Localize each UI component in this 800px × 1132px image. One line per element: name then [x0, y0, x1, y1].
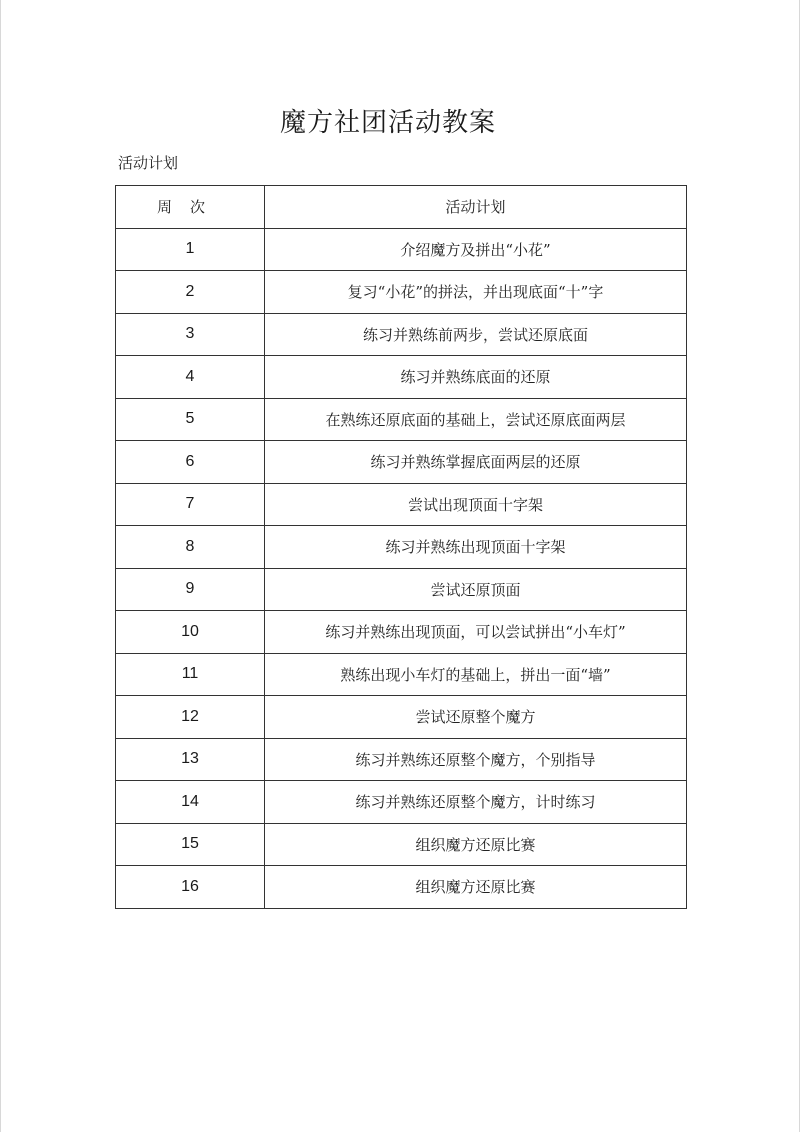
page-title: 魔方社团活动教案 [279, 108, 496, 138]
table-row [116, 781, 687, 824]
week-number-cell: 4 [116, 356, 265, 399]
activity-plan-cell: 复习“小花”的拼法，并出现底面“十”字 [265, 271, 687, 314]
week-number-cell: 8 [116, 526, 265, 569]
week-number-cell: 15 [116, 823, 265, 866]
week-number-cell: 6 [116, 441, 265, 484]
table-row [116, 441, 687, 484]
table-body [116, 228, 687, 908]
activity-plan-cell: 尝试还原顶面 [265, 568, 687, 611]
activity-plan-cell: 练习并熟练前两步，尝试还原底面 [265, 313, 687, 356]
activity-plan-cell: 介绍魔方及拼出“小花” [265, 228, 687, 271]
section-label: 活动计划 [118, 154, 179, 172]
activity-plan-cell: 练习并熟练出现顶面，可以尝试拼出“小车灯” [265, 611, 687, 654]
header-plan: 活动计划 [265, 186, 687, 229]
activity-plan-cell: 在熟练还原底面的基础上，尝试还原底面两层 [265, 398, 687, 441]
table-row [116, 823, 687, 866]
week-number-cell: 2 [116, 271, 265, 314]
table-row [116, 526, 687, 569]
week-number-cell: 12 [116, 696, 265, 739]
header-week: 周次 [116, 186, 265, 229]
table-row [116, 483, 687, 526]
activity-plan-cell: 尝试还原整个魔方 [265, 696, 687, 739]
activity-plan-cell: 尝试出现顶面十字架 [265, 483, 687, 526]
table-row [116, 866, 687, 909]
week-number-cell: 5 [116, 398, 265, 441]
page-edge-left [0, 0, 1, 1132]
week-number-cell: 11 [116, 653, 265, 696]
activity-plan-cell: 练习并熟练掌握底面两层的还原 [265, 441, 687, 484]
table-row [116, 611, 687, 654]
week-number-cell: 3 [116, 313, 265, 356]
table-row [116, 228, 687, 271]
activity-plan-cell: 组织魔方还原比赛 [265, 823, 687, 866]
table-row [116, 738, 687, 781]
week-number-cell: 13 [116, 738, 265, 781]
week-number-cell: 7 [116, 483, 265, 526]
week-number-cell: 16 [116, 866, 265, 909]
table-row [116, 356, 687, 399]
activity-plan-table [115, 185, 687, 909]
week-number-cell: 10 [116, 611, 265, 654]
activity-plan-cell: 熟练出现小车灯的基础上，拼出一面“墙” [265, 653, 687, 696]
activity-plan-cell: 练习并熟练底面的还原 [265, 356, 687, 399]
table-row [116, 398, 687, 441]
table-row [116, 271, 687, 314]
activity-plan-cell: 组织魔方还原比赛 [265, 866, 687, 909]
activity-plan-cell: 练习并熟练还原整个魔方，计时练习 [265, 781, 687, 824]
week-number-cell: 1 [116, 228, 265, 271]
table-row [116, 313, 687, 356]
week-number-cell: 14 [116, 781, 265, 824]
table-row [116, 696, 687, 739]
activity-plan-cell: 练习并熟练还原整个魔方，个别指导 [265, 738, 687, 781]
week-number-cell: 9 [116, 568, 265, 611]
table-row [116, 653, 687, 696]
table-row [116, 568, 687, 611]
table-header-row [116, 186, 687, 229]
activity-plan-cell: 练习并熟练出现顶面十字架 [265, 526, 687, 569]
